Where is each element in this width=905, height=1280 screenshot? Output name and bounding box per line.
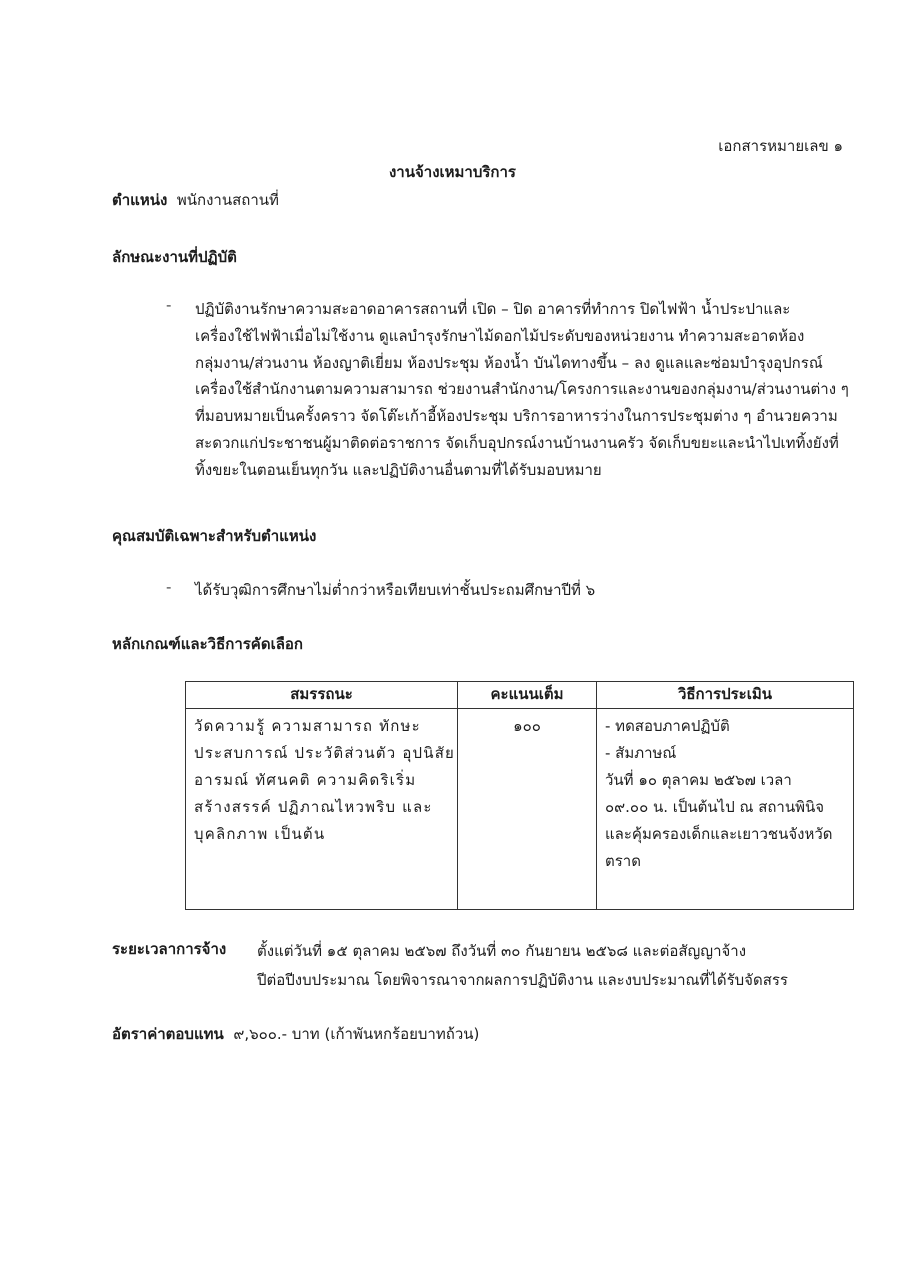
column-header-competency: สมรรถนะ: [186, 682, 458, 709]
qualifications-heading: คุณสมบัติเฉพาะสำหรับตำแหน่ง: [112, 527, 317, 545]
column-header-full-score: คะแนนเต็ม: [458, 682, 597, 709]
assessment-method-cell: [597, 709, 854, 910]
duties-line: เครื่องใช้สำนักงานตามความสามารถ ช่วยงานสำนักงาน/โครงการและงานของกลุ่มงาน/ส่วนงานต่าง ๆ: [195, 380, 849, 399]
duties-line: ทิ้งขยะในตอนเย็นทุกวัน และปฏิบัติงานอื่นตามที่ได้รับมอบหมาย: [195, 460, 602, 479]
employment-period-label: ระยะเวลาการจ้าง: [112, 940, 227, 958]
method-line: ตราด: [605, 852, 641, 870]
competency-line: บุคลิกภาพ เป็นต้น: [194, 825, 326, 843]
method-line: ๐๙.๐๐ น. เป็นต้นไป ณ สถานพินิจ: [605, 798, 825, 816]
table-header-row: [186, 682, 854, 709]
criteria-heading: หลักเกณฑ์และวิธีการคัดเลือก: [112, 635, 303, 653]
duties-line: สะดวกแก่ประชาชนผู้มาติดต่อราชการ จัดเก็บอุปกรณ์งานบ้านงานครัว จัดเก็บขยะและนำไปเททิ้งยังที่: [195, 433, 839, 452]
competency-line: ประสบการณ์ ประวัติส่วนตัว อุปนิสัย: [194, 744, 456, 762]
compensation-value: ๙,๖๐๐.- บาท (เก้าพันหกร้อยบาทถ้วน): [233, 1025, 480, 1043]
employment-period-line: ปีต่อปีงบประมาณ โดยพิจารณาจากผลการปฏิบัติงาน และงบประมาณที่ได้รับจัดสรร: [257, 971, 788, 989]
compensation-line: [112, 1022, 479, 1046]
column-header-assessment-method: วิธีการประเมิน: [597, 682, 854, 709]
competency-cell: [186, 709, 458, 910]
method-line: วันที่ ๑๐ ตุลาคม ๒๕๖๗ เวลา: [605, 771, 792, 789]
competency-line: วัดความรู้ ความสามารถ ทักษะ: [194, 717, 421, 735]
duties-line: ปฏิบัติงานรักษาความสะอาดอาคารสถานที่ เปิด – ปิด อาคารที่ทำการ ปิดไฟฟ้า น้ำประปาและ: [195, 300, 791, 318]
position-label: ตำแหน่ง: [112, 191, 168, 209]
full-score-cell: ๑๐๐: [458, 709, 597, 910]
document-title: งานจ้างเหมาบริการ: [388, 163, 516, 181]
method-line: และคุ้มครองเด็กและเยาวชนจังหวัด: [605, 825, 833, 843]
document-number: เอกสารหมายเลข ๑: [718, 137, 843, 155]
employment-period-text: [257, 937, 788, 995]
duties-line: เครื่องใช้ไฟฟ้าเมื่อไม่ใช้งาน ดูแลบำรุงรักษาไม้ดอกไม้ประดับของหน่วยงาน ทำความสะอาดห้อง: [195, 326, 805, 345]
compensation-label: อัตราค่าตอบแทน: [112, 1025, 224, 1043]
qualification-item: ได้รับวุฒิการศึกษาไม่ต่ำกว่าหรือเทียบเท่าชั้นประถมศึกษาปีที่ ๖: [195, 581, 596, 599]
table-row: [186, 709, 854, 910]
method-line: - ทดสอบภาคปฏิบัติ: [605, 717, 730, 735]
duties-line: กลุ่มงาน/ส่วนงาน ห้องญาติเยี่ยม ห้องประชุม ห้องน้ำ บันไดทางขึ้น – ลง ดูแลและซ่อมบำรุงอุปกรณ์: [195, 353, 823, 372]
duties-heading: ลักษณะงานที่ปฏิบัติ: [112, 248, 237, 266]
employment-period-line: ตั้งแต่วันที่ ๑๕ ตุลาคม ๒๕๖๗ ถึงวันที่ ๓๐ กันยายน ๒๕๖๘ และต่อสัญญาจ้าง: [257, 942, 747, 960]
position-line: [112, 188, 279, 212]
method-line: - สัมภาษณ์: [605, 744, 677, 762]
position-value: พนักงานสถานที่: [176, 191, 279, 209]
competency-line: อารมณ์ ทัศนคติ ความคิดริเริ่ม: [194, 771, 417, 789]
criteria-table: [185, 681, 854, 910]
qualifications-bullet: -: [166, 578, 172, 596]
duties-paragraph: [195, 296, 847, 484]
duties-bullet: -: [166, 296, 172, 314]
duties-line: ที่มอบหมายเป็นครั้งคราว จัดโต๊ะเก้าอี้ห้องประชุม บริการอาหารว่างในการประชุมต่าง ๆ อำนวยความ: [195, 407, 838, 426]
competency-line: สร้างสรรค์ ปฏิภาณไหวพริบ และ: [194, 798, 433, 816]
